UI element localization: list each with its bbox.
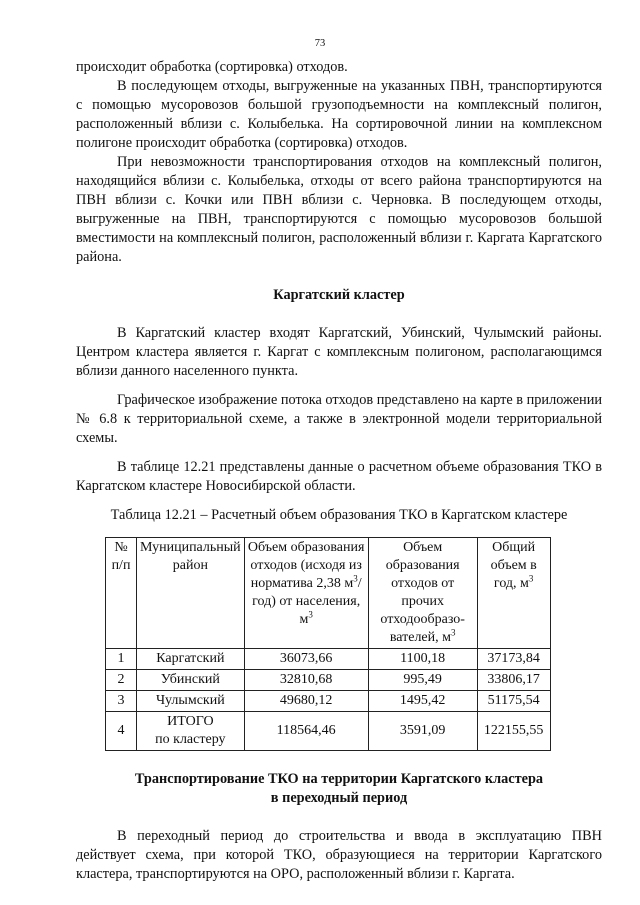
header-number: № п/п [106,538,137,649]
table-caption: Таблица 12.21 – Расчетный объем образования ТКО в Каргатском кластере [110,507,568,523]
header-other-volume: Объем образования отходов от прочих отходообразо-вателей, $м^3$ [368,538,477,649]
cell-total: 37173,84 [477,649,550,670]
cell-number: 3 [106,691,137,712]
cell-number: 2 [106,670,137,691]
page-number: 73 [314,38,326,49]
header-total-volume: Общий объем в год, $м^3$ [477,538,550,649]
cell-district: Чулымский [137,691,245,712]
cell-norm: 49680,12 [244,691,368,712]
paragraph: происходит обработка (сортировка) отходов. [76,59,348,75]
cell-district: Убинский [137,670,245,691]
paragraph: В Каргатский кластер входят Каргатский, Убинский, Чулымский районы. Центром кластера является г. Каргат с комплексным полигоном, располагающимся вблизи данного населенного пункта. [76,325,602,379]
data-table [105,537,551,751]
cell-total: 51175,54 [477,691,550,712]
cell-number: 4 [106,712,137,751]
table-header-row [106,538,551,649]
cell-other: 995,49 [368,670,477,691]
cell-norm: 36073,66 [244,649,368,670]
paragraph: В последующем отходы, выгруженные на указанных ПВН, транспортируются с помощью мусоровозов большой грузоподъемности на комплексный полигон, расположенный вблизи с. Колыбелька. На сортировочной линии на комплексном полигоне происходит обработка (сортировка) отходов. [76,78,602,151]
cell-other: 3591,09 [368,712,477,751]
cell-other: 1100,18 [368,649,477,670]
paragraph: В таблице 12.21 представлены данные о расчетном объеме образования ТКО в Каргатском кластере Новосибирской области. [76,459,602,494]
cell-total-label: ИТОГО по кластеру [137,712,245,751]
cell-norm: 32810,68 [244,670,368,691]
cell-total: 122155,55 [477,712,550,751]
cell-total: 33806,17 [477,670,550,691]
table-row [106,649,551,670]
section-heading: Транспортирование ТКО на территории Каргатского кластера в переходный период [134,771,544,806]
cell-norm: 118564,46 [244,712,368,751]
cell-other: 1495,42 [368,691,477,712]
paragraph: Графическое изображение потока отходов представлено на карте в приложении № 6.8 к территориальной схеме, а также в электронной модели территориальной схемы. [76,392,602,446]
header-district: Муниципальный район [137,538,245,649]
cell-district: Каргатский [137,649,245,670]
table-total-row [106,712,551,751]
header-norm-volume: Объем образования отходов (исходя из норматива 2,38 $м^3/год$) от населения, $м^3$ [244,538,368,649]
paragraph: В переходный период до строительства и ввода в эксплуатацию ПВН действует схема, при которой ТКО, образующиеся на территории Каргатского кластера, транспортируются на ОРО, расположенный вблизи г. Каргата. [76,828,602,882]
paragraph: При невозможности транспортирования отходов на комплексный полигон, находящийся вблизи с. Колыбелька, отходы от всего района транспортируются на ПВН вблизи с. Кочки или ПВН вблизи с. Черновка. В последующем отходы, выгруженные на ПВН, транспортируются с помощью мусоровозов большой вместимости на комплексный полигон, расположенный вблизи г. Каргата Каргатского района. [76,154,602,265]
table-row [106,670,551,691]
section-heading: Каргатский кластер [273,287,405,303]
document-body [76,58,602,884]
cell-number: 1 [106,649,137,670]
table-row [106,691,551,712]
